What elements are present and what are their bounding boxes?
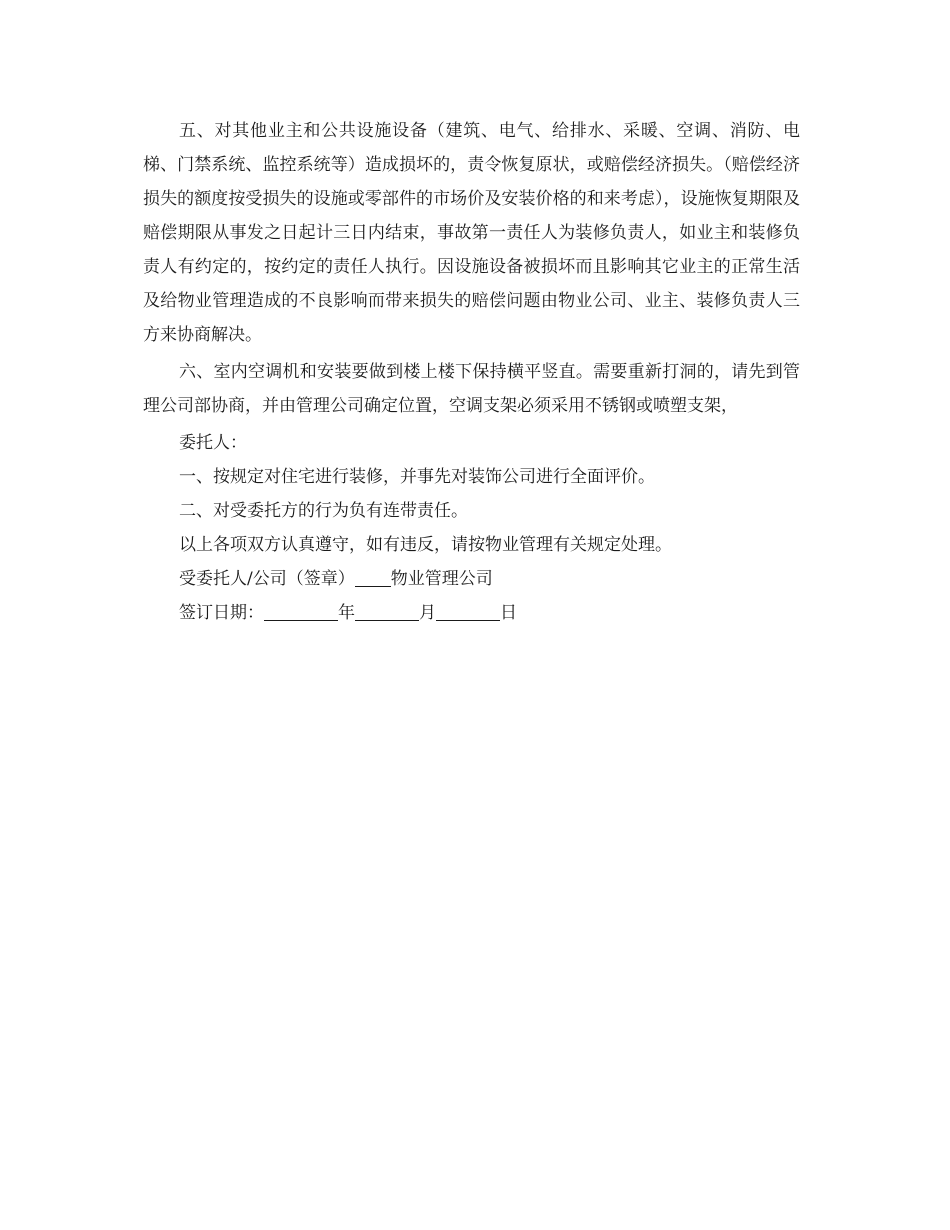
signature-blank[interactable] — [355, 569, 391, 587]
date-label: 签订日期： — [179, 603, 264, 623]
signature-prefix: 受委托人/公司（签章） — [179, 569, 355, 589]
month-blank[interactable] — [355, 603, 419, 621]
signing-date-line — [143, 596, 800, 630]
year-label: 年 — [338, 603, 355, 623]
client-item-two: 二、对受委托方的行为负有连带责任。 — [179, 501, 468, 521]
signature-company: 物业管理公司 — [390, 569, 493, 589]
day-blank[interactable] — [436, 603, 500, 621]
client-item-one: 一、按规定对住宅进行装修，并事先对装饰公司进行全面评价。 — [179, 467, 655, 487]
clause-five: 五、对其他业主和公共设施设备（建筑、电气、给排水、采暖、空调、消防、电梯、门禁系统、监控系统等）造成损坏的，责令恢复原状，或赔偿经济损失。（赔偿经济损失的额度按受损失的设施或零部件的市场价及安装价格的和来考虑），设施恢复期限及赔偿期限从事发之日起计三日内结束，事故第一责任人为装修负责人，如业主和装修负责人有约定的，按约定的责任人执行。因设施设备被损坏而且影响其它业主的正常生活及给物业管理造成的不良影响而带来损失的赔偿问题由物业公司、业主、装修负责人三方来协商解决。 — [143, 121, 800, 345]
signature-line — [143, 562, 800, 596]
year-blank[interactable] — [264, 603, 338, 621]
document-body — [143, 114, 800, 630]
clause-six: 六、室内空调机和安装要做到楼上楼下保持横平竖直。需要重新打洞的，请先到管理公司部协商，并由管理公司确定位置，空调支架必须采用不锈钢或喷塑支架， — [143, 362, 800, 416]
day-label: 日 — [500, 603, 517, 623]
month-label: 月 — [419, 603, 436, 623]
client-heading: 委托人： — [179, 433, 247, 453]
compliance-statement: 以上各项双方认真遵守，如有违反，请按物业管理有关规定处理。 — [179, 535, 672, 555]
